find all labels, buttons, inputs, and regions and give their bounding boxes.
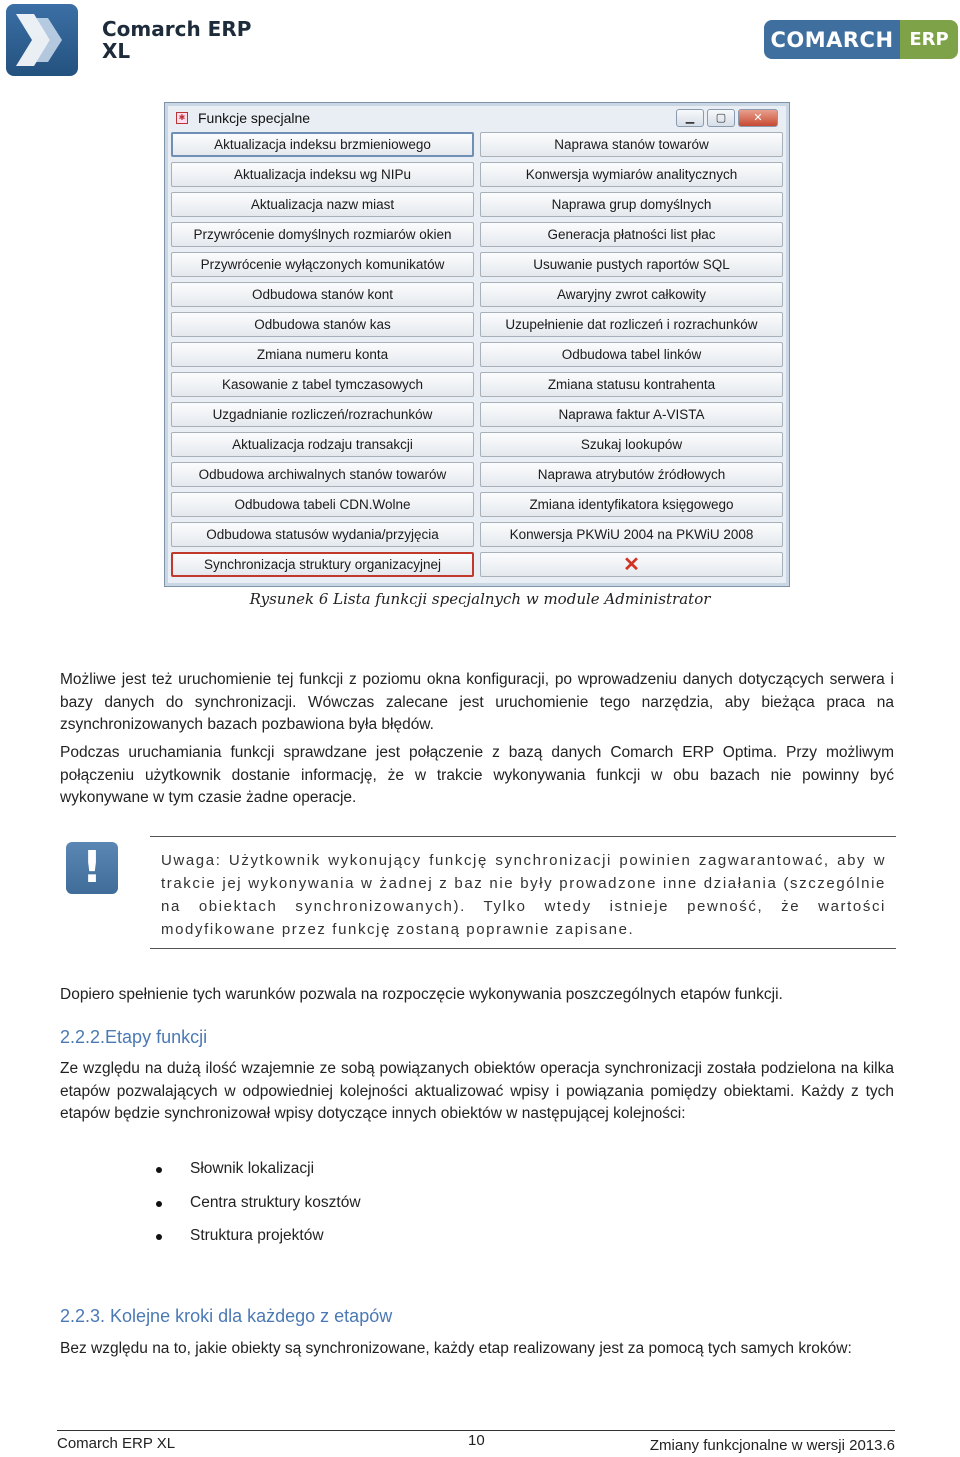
function-button[interactable]: Aktualizacja rodzaju transakcji (171, 432, 474, 457)
list-item: Słownik lokalizacji (156, 1158, 361, 1192)
function-button[interactable]: Awaryjny zwrot całkowity (480, 282, 783, 307)
paragraph: Bez względu na to, jakie obiekty są synchronizowane, każdy etap realizowany jest za pomocą tych samych kroków: (60, 1340, 852, 1357)
function-button[interactable]: Kasowanie z tabel tymczasowych (171, 372, 474, 397)
comarch-erp-logo (764, 20, 958, 59)
dialog-title: Funkcje specjalne (198, 110, 311, 126)
footer-product: Comarch ERP XL (57, 1435, 176, 1452)
dialog-app-icon: ✱ (176, 112, 188, 124)
function-button-grid (171, 132, 783, 577)
logo-text-erp: ERP (900, 20, 958, 59)
function-button[interactable]: Zmiana numeru konta (171, 342, 474, 367)
dialog-titlebar (170, 107, 784, 129)
footer-doc-title: Zmiany funkcjonalne w wersji 2013.6 (649, 1437, 895, 1454)
sync-org-structure-button[interactable]: Synchronizacja struktury organizacyjnej (171, 552, 474, 577)
note-text: Uwaga: Użytkownik wykonujący funkcję synchronizacji powinien zagwarantować, aby w trakcie jej wykonywania w żadnej z baz nie były prowadzone inne działania (szczególnie na obiektach synchronizowanych). Tylko wtedy istnieje pewność, że wartości modyfikowane przez funkcję zostaną poprawnie zapisane. (161, 852, 886, 938)
function-button[interactable]: Aktualizacja nazw miast (171, 192, 474, 217)
page-number: 10 (468, 1432, 485, 1449)
brand-edition: XL (102, 39, 131, 63)
paragraph: Możliwe jest też uruchomienie tej funkcji z poziomu okna konfiguracji, po wprowadzeniu danych dotyczących serwera i bazy danych do synchronizacji. Wówczas zalecane jest uruchomienie tego narzędzia, aby bieżąca praca na zsynchronizowanych bazach pozbawiona była błędów. (60, 671, 894, 733)
function-button[interactable]: Odbudowa stanów kas (171, 312, 474, 337)
brand-name: Comarch ERP (102, 17, 252, 41)
function-button[interactable]: Aktualizacja indeksu brzmieniowego (171, 132, 474, 157)
function-button[interactable]: Zmiana statusu kontrahenta (480, 372, 783, 397)
function-button[interactable]: Konwersja PKWiU 2004 na PKWiU 2008 (480, 522, 783, 547)
function-button[interactable]: Odbudowa tabeli CDN.Wolne (171, 492, 474, 517)
function-button[interactable]: Przywrócenie domyślnych rozmiarów okien (171, 222, 474, 247)
paragraph: Dopiero spełnienie tych warunków pozwala na rozpoczęcie wykonywania poszczególnych etapów funkcji. (60, 986, 783, 1003)
list-item: Struktura projektów (156, 1225, 361, 1259)
function-button[interactable]: Uzupełnienie dat rozliczeń i rozrachunków (480, 312, 783, 337)
function-button[interactable]: Konwersja wymiarów analitycznych (480, 162, 783, 187)
warning-icon: ! (66, 842, 118, 894)
function-button[interactable]: Naprawa stanów towarów (480, 132, 783, 157)
footer-divider (57, 1430, 895, 1431)
function-button[interactable]: Naprawa faktur A-VISTA (480, 402, 783, 427)
logo-text-comarch: COMARCH (764, 20, 900, 59)
special-functions-dialog (164, 102, 790, 587)
minimize-icon[interactable]: ▁ (676, 109, 704, 127)
paragraph: Podczas uruchamiania funkcji sprawdzane jest połączenie z bazą danych Comarch ERP Optima. Przy możliwym połączeniu użytkownik dostanie informację, że w trakcie wykonywania funkcji w obu bazach nie powinny być wykonywane w tym czasie żadne operacje. (60, 744, 894, 806)
note-divider-bottom (150, 948, 896, 949)
function-button[interactable]: Uzgadnianie rozliczeń/rozrachunków (171, 402, 474, 427)
function-button[interactable]: Naprawa atrybutów źródłowych (480, 462, 783, 487)
function-button[interactable]: Usuwanie pustych raportów SQL (480, 252, 783, 277)
list-item: Centra struktury kosztów (156, 1192, 361, 1226)
function-button[interactable]: Odbudowa archiwalnych stanów towarów (171, 462, 474, 487)
section-heading: 2.2.3. Kolejne kroki dla każdego z etapów (60, 1306, 393, 1326)
close-icon[interactable]: ✕ (738, 109, 778, 127)
paragraph: Ze względu na dużą ilość wzajemnie ze sobą powiązanych obiektów operacja synchronizacji została podzielona na kilka etapów pozwalających w odpowiedniej kolejności aktualizować wpisy i powiązania pomiędzy obiektami. Każdy z tych etapów będzie synchronizował wpisy dotyczące innych obiektów w następującej kolejności: (60, 1060, 894, 1122)
bullet-list (156, 1158, 361, 1259)
header-brand (6, 4, 251, 76)
function-button[interactable]: Aktualizacja indeksu wg NIPu (171, 162, 474, 187)
section-heading: 2.2.2.Etapy funkcji (60, 1027, 208, 1047)
function-button[interactable]: Naprawa grup domyślnych (480, 192, 783, 217)
function-button[interactable]: Odbudowa statusów wydania/przyjęcia (171, 522, 474, 547)
function-button[interactable]: Zmiana identyfikatora księgowego (480, 492, 783, 517)
function-button[interactable]: Odbudowa stanów kont (171, 282, 474, 307)
figure-caption: Rysunek 6 Lista funkcji specjalnych w module Administrator (249, 590, 711, 608)
function-button[interactable]: Generacja płatności list płac (480, 222, 783, 247)
cancel-x-icon[interactable]: ✕ (480, 552, 783, 577)
function-button[interactable]: Odbudowa tabel linków (480, 342, 783, 367)
function-button[interactable]: Szukaj lookupów (480, 432, 783, 457)
comarch-xl-logo-icon (6, 4, 78, 76)
function-button[interactable]: Przywrócenie wyłączonych komunikatów (171, 252, 474, 277)
maximize-icon[interactable]: ▢ (707, 109, 735, 127)
note-divider-top (150, 836, 896, 837)
